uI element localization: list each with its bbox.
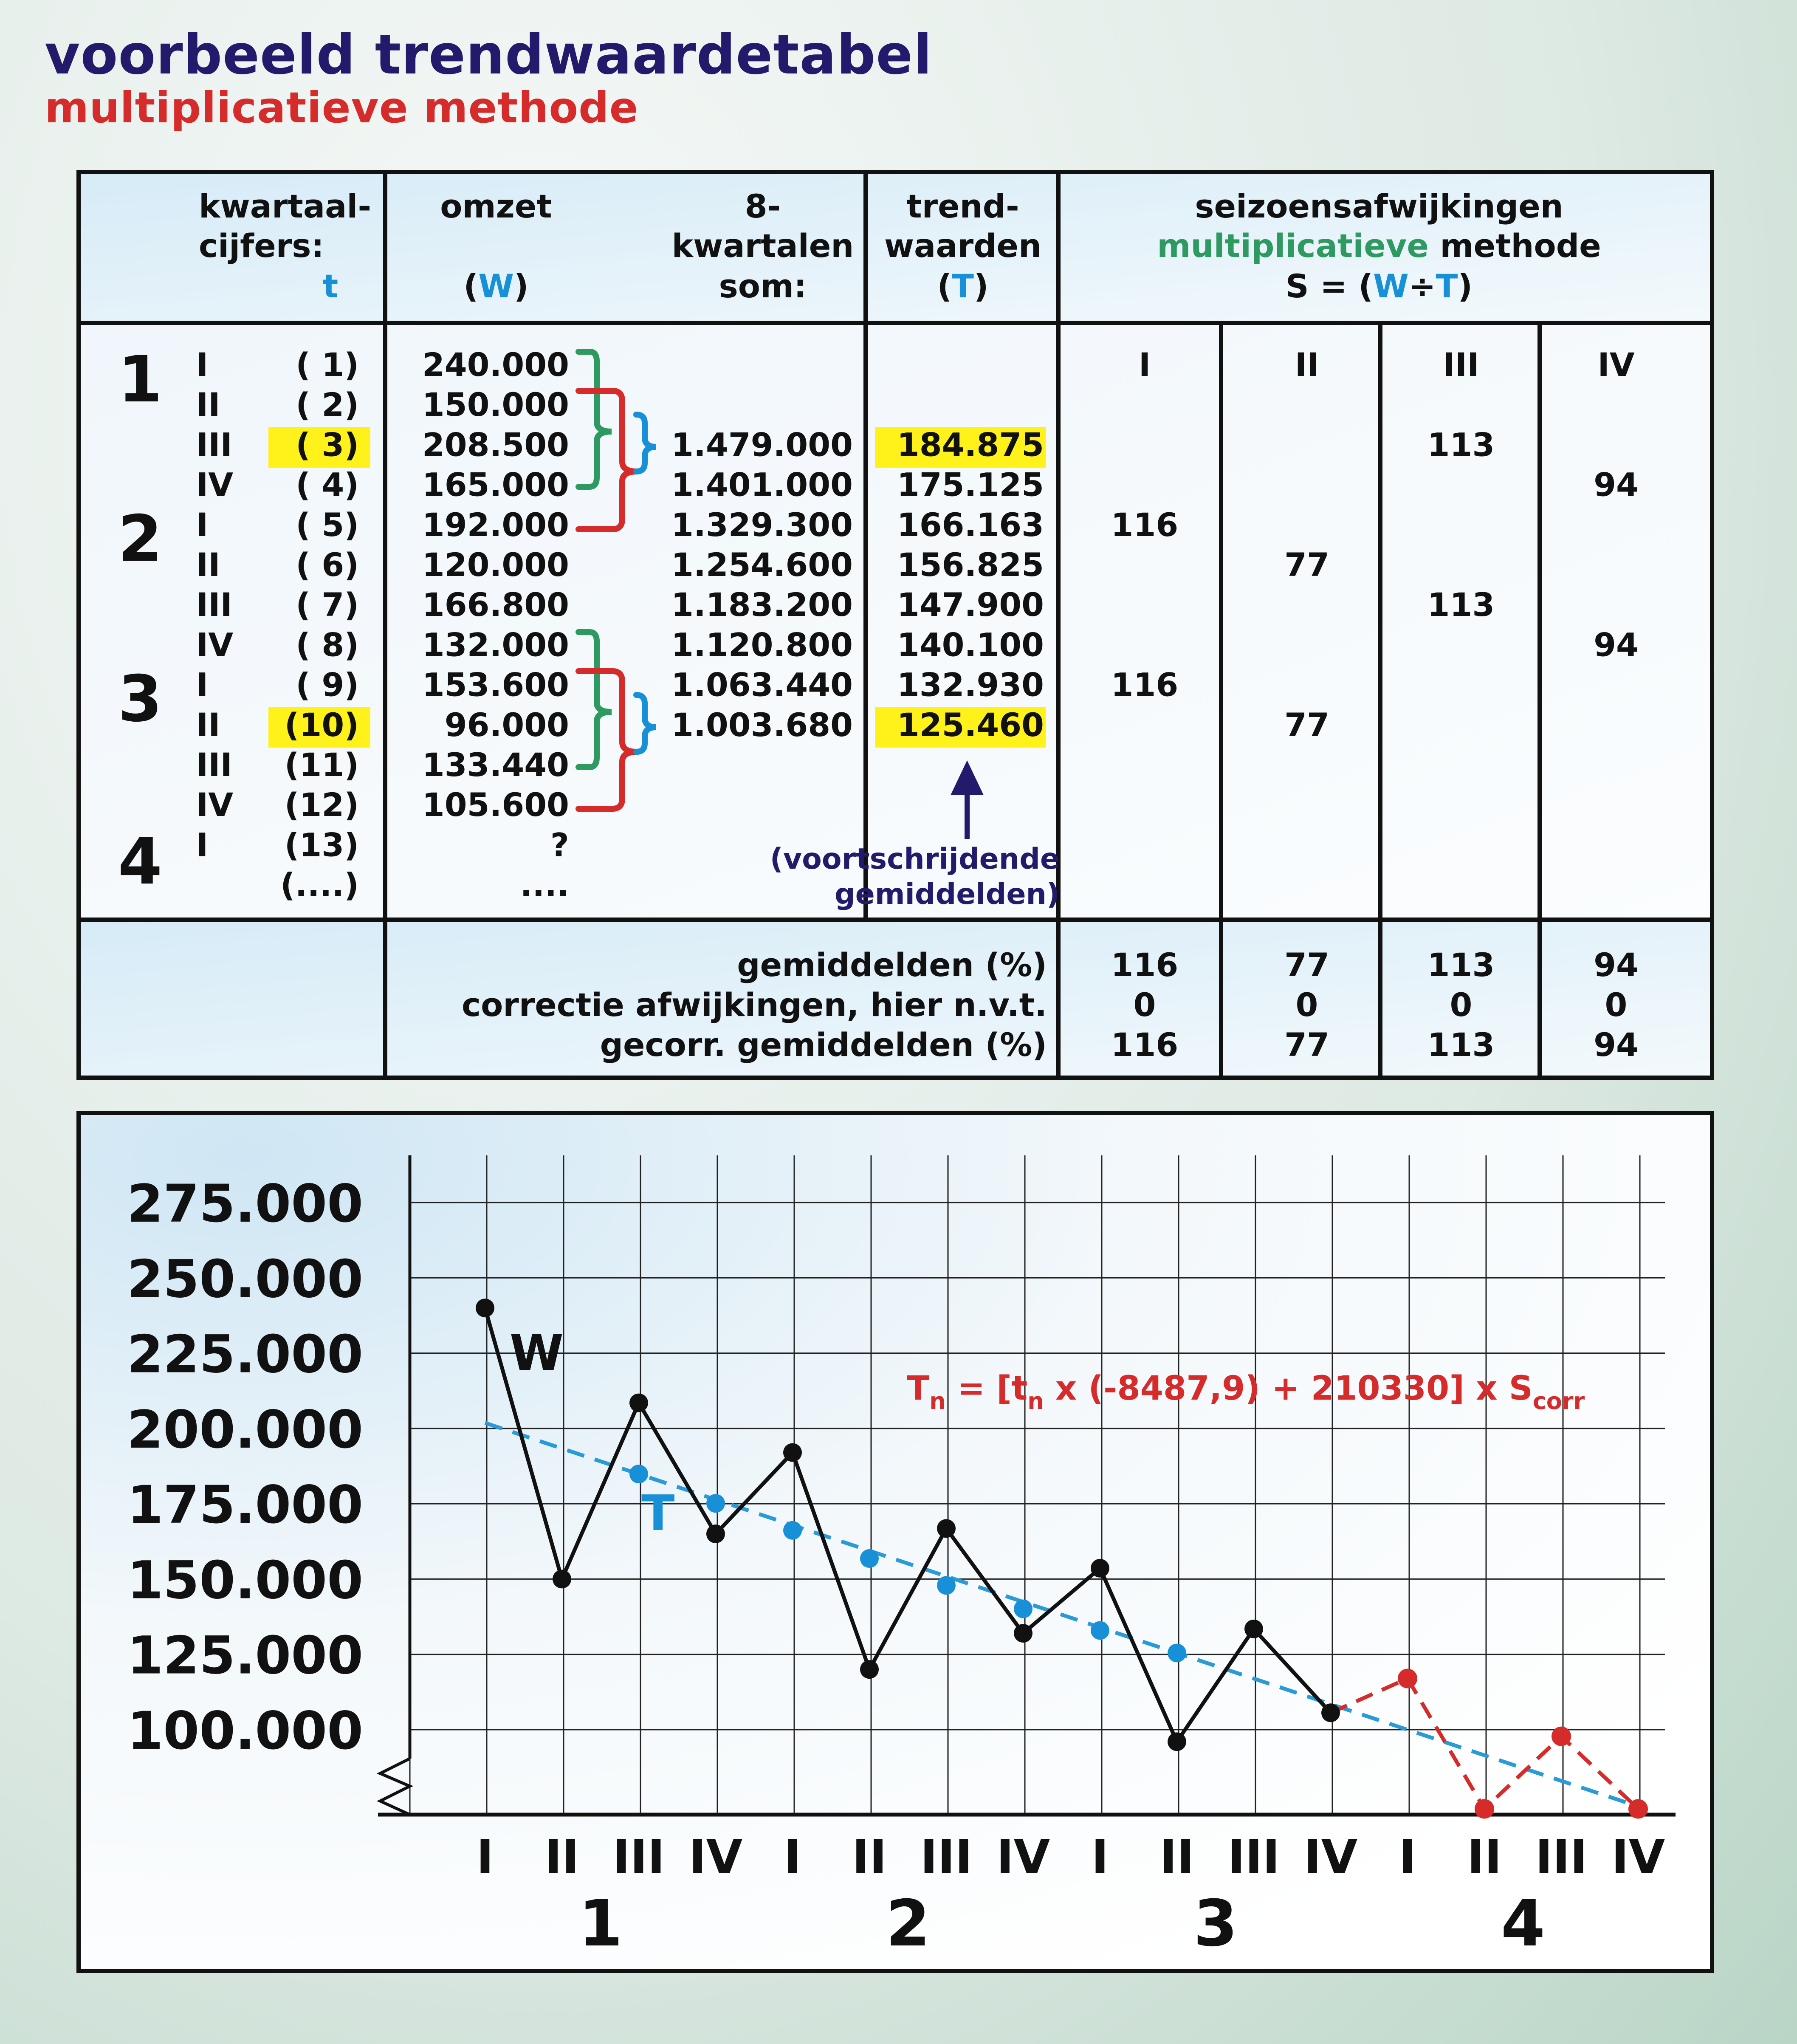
trend-table xyxy=(79,172,1712,1078)
series-w-point xyxy=(1168,1732,1186,1751)
summary-label: gecorr. gemiddelden (%) xyxy=(600,1026,1047,1064)
row-quarter: II xyxy=(196,546,220,584)
row-seizoen-value: 77 xyxy=(1284,546,1329,584)
year-label-2: 2 xyxy=(118,502,163,576)
note-line1: (voortschrijdende xyxy=(770,842,1060,876)
series-t-point xyxy=(937,1576,956,1595)
hdr-som-line2: kwartalen xyxy=(671,227,854,265)
row-omzet: 133.440 xyxy=(422,746,569,784)
x-quarter-label: III xyxy=(612,1830,665,1884)
series-w-point xyxy=(1321,1703,1340,1722)
x-year-label: 3 xyxy=(1193,1887,1238,1961)
year-label-1: 1 xyxy=(118,343,163,417)
row-t: ( 2) xyxy=(296,386,359,424)
forecast-point xyxy=(1398,1669,1417,1688)
series-w-point xyxy=(860,1660,879,1679)
series-w-point xyxy=(629,1394,648,1412)
y-tick-label: 175.000 xyxy=(127,1475,363,1536)
row-t: ( 7) xyxy=(296,586,359,624)
row-seizoen-value: 77 xyxy=(1284,706,1329,744)
series-w-point xyxy=(1091,1559,1109,1578)
series-w-point xyxy=(783,1443,802,1462)
summary-value: 0 xyxy=(1133,986,1156,1024)
hdr-t-line2: cijfers: xyxy=(199,227,324,265)
y-tick-label: 225.000 xyxy=(127,1324,363,1385)
x-quarter-label: II xyxy=(852,1830,887,1884)
row-som: 1.063.440 xyxy=(671,666,853,704)
row-trend: 156.825 xyxy=(897,546,1044,584)
row-omzet: 96.000 xyxy=(444,706,569,744)
row-quarter: I xyxy=(196,666,209,704)
forecast-point xyxy=(1628,1799,1648,1819)
x-quarter-label: I xyxy=(1091,1830,1109,1884)
row-som: 1.329.300 xyxy=(671,505,853,544)
row-omzet: 166.800 xyxy=(422,586,569,624)
series-t-point xyxy=(629,1465,648,1483)
row-omzet: ? xyxy=(550,826,569,864)
x-year-label: 2 xyxy=(886,1887,931,1961)
series-t-point xyxy=(706,1494,725,1513)
row-t: (12) xyxy=(284,786,359,824)
x-quarter-label: I xyxy=(784,1830,801,1884)
series-w-point xyxy=(1244,1620,1263,1638)
year-label-3: 3 xyxy=(118,662,163,736)
x-quarter-label: I xyxy=(476,1830,494,1884)
series-w-point xyxy=(476,1299,494,1317)
series-w-point xyxy=(1014,1624,1032,1643)
row-quarter: II xyxy=(196,706,220,744)
summary-label: correctie afwijkingen, hier n.v.t. xyxy=(462,986,1047,1024)
row-t: ( 9) xyxy=(296,666,359,704)
row-trend: 140.100 xyxy=(897,626,1044,664)
series-t-point xyxy=(783,1521,802,1540)
row-seizoen-value: 116 xyxy=(1111,505,1179,544)
summary-label: gemiddelden (%) xyxy=(737,946,1047,984)
summary-value: 94 xyxy=(1594,946,1639,984)
row-quarter: IV xyxy=(196,626,234,664)
x-quarter-label: III xyxy=(1535,1830,1588,1884)
x-quarter-label: IV xyxy=(688,1830,743,1884)
row-quarter: I xyxy=(196,826,209,864)
hdr-som-line3: som: xyxy=(719,267,807,305)
qhdr-I: I xyxy=(1138,346,1151,384)
x-quarter-label: II xyxy=(1467,1830,1502,1884)
row-seizoen-value: 116 xyxy=(1111,666,1179,704)
series-w-point xyxy=(706,1525,725,1543)
hdr-t-line1: kwartaal- xyxy=(199,187,372,225)
row-som: 1.401.000 xyxy=(671,466,853,504)
row-som: 1.254.600 xyxy=(671,546,853,584)
formula: $T_n = [t_n$ x (-8487,9) + 210330] x $S_{corr}$ xyxy=(907,1369,1585,1414)
y-tick-label: 275.000 xyxy=(127,1174,363,1234)
row-t: ( 6) xyxy=(296,546,359,584)
row-omzet: 165.000 xyxy=(422,466,569,504)
row-omzet: 240.000 xyxy=(422,346,569,384)
summary-value: 113 xyxy=(1427,946,1495,984)
row-t: (....) xyxy=(280,866,359,904)
page-title: voorbeeld trendwaardetabel xyxy=(45,23,933,87)
row-t: (10) xyxy=(284,706,359,744)
row-t: (13) xyxy=(284,826,359,864)
hdr-trend-line1: trend- xyxy=(906,187,1019,225)
hdr-seizoen-line3: S = (W÷T) xyxy=(1285,267,1473,305)
row-t: ( 8) xyxy=(296,626,359,664)
row-trend: 175.125 xyxy=(897,466,1044,504)
row-seizoen-value: 94 xyxy=(1594,466,1639,504)
summary-value: 0 xyxy=(1605,986,1628,1024)
row-t: ( 4) xyxy=(296,466,359,504)
y-tick-label: 100.000 xyxy=(127,1701,363,1761)
y-tick-label: 150.000 xyxy=(127,1550,363,1611)
y-tick-label: 200.000 xyxy=(127,1399,363,1460)
y-tick-label: 250.000 xyxy=(127,1249,363,1310)
hdr-som-line1: 8- xyxy=(745,187,781,225)
summary-value: 94 xyxy=(1594,1026,1639,1064)
hdr-w-line1: omzet xyxy=(440,187,552,225)
row-trend: 132.930 xyxy=(897,666,1044,704)
x-quarter-label: II xyxy=(1159,1830,1194,1884)
series-w-point xyxy=(937,1519,956,1538)
row-som: 1.479.000 xyxy=(671,426,853,464)
row-omzet: 153.600 xyxy=(422,666,569,704)
series-label-t: T xyxy=(641,1485,675,1542)
qhdr-III: III xyxy=(1443,346,1479,384)
x-quarter-label: IV xyxy=(1303,1830,1358,1884)
row-quarter: IV xyxy=(196,786,234,824)
x-quarter-label: III xyxy=(1227,1830,1280,1884)
x-year-label: 4 xyxy=(1501,1887,1546,1961)
summary-value: 113 xyxy=(1427,1026,1495,1064)
qhdr-II: II xyxy=(1295,346,1319,384)
row-quarter: I xyxy=(196,346,209,384)
summary-value: 0 xyxy=(1295,986,1318,1024)
x-quarter-label: I xyxy=(1399,1830,1416,1884)
row-t: ( 3) xyxy=(296,426,359,464)
row-omzet: 120.000 xyxy=(422,546,569,584)
summary-value: 77 xyxy=(1284,1026,1329,1064)
row-omzet: 208.500 xyxy=(422,426,569,464)
row-omzet: 105.600 xyxy=(422,786,569,824)
summary-value: 0 xyxy=(1450,986,1473,1024)
qhdr-IV: IV xyxy=(1597,346,1635,384)
row-omzet: 150.000 xyxy=(422,386,569,424)
series-label-w: W xyxy=(510,1325,564,1382)
row-quarter: II xyxy=(196,386,220,424)
year-label-4: 4 xyxy=(118,825,163,899)
row-trend: 184.875 xyxy=(897,426,1044,464)
x-quarter-label: IV xyxy=(996,1830,1050,1884)
row-quarter: I xyxy=(196,505,209,544)
hdr-trend-symbol-line: (T) xyxy=(937,267,989,305)
row-omzet: 132.000 xyxy=(422,626,569,664)
forecast-point xyxy=(1475,1799,1494,1819)
row-trend: 147.900 xyxy=(897,586,1044,624)
series-t-point xyxy=(1014,1600,1032,1618)
row-omzet: 192.000 xyxy=(422,505,569,544)
trend-chart xyxy=(79,1113,1712,1971)
series-w-point xyxy=(553,1570,571,1588)
y-tick-label: 125.000 xyxy=(127,1625,363,1686)
summary-value: 116 xyxy=(1111,1026,1179,1064)
series-t-point xyxy=(1168,1643,1186,1662)
row-quarter: III xyxy=(196,426,232,464)
row-t: (11) xyxy=(284,746,359,784)
x-quarter-label: II xyxy=(544,1830,579,1884)
row-seizoen-value: 94 xyxy=(1594,626,1639,664)
row-som: 1.183.200 xyxy=(671,586,853,624)
x-quarter-label: IV xyxy=(1611,1830,1665,1884)
row-trend: 125.460 xyxy=(897,706,1044,744)
hdr-t-symbol: t xyxy=(322,267,339,305)
row-som: 1.120.800 xyxy=(671,626,853,664)
x-year-label: 1 xyxy=(578,1887,623,1961)
row-t: ( 1) xyxy=(296,346,359,384)
row-quarter: III xyxy=(196,586,232,624)
summary-value: 116 xyxy=(1111,946,1179,984)
hdr-seizoen-line1: seizoensafwijkingen xyxy=(1195,187,1563,225)
row-t: ( 5) xyxy=(296,505,359,544)
row-quarter: III xyxy=(196,746,232,784)
row-omzet: .... xyxy=(520,866,569,904)
row-som: 1.003.680 xyxy=(671,706,853,744)
row-seizoen-value: 113 xyxy=(1427,426,1495,464)
row-seizoen-value: 113 xyxy=(1427,586,1495,624)
hdr-trend-line2: waarden xyxy=(884,227,1042,265)
row-quarter: IV xyxy=(196,466,234,504)
series-t-point xyxy=(1091,1621,1109,1640)
hdr-w-symbol-line: (W) xyxy=(463,267,529,305)
hdr-seizoen-line2: multiplicatieve methode xyxy=(1157,227,1601,265)
note-line2: gemiddelden) xyxy=(834,878,1060,911)
x-quarter-label: III xyxy=(920,1830,973,1884)
page-subtitle: multiplicatieve methode xyxy=(45,83,639,133)
summary-value: 77 xyxy=(1284,946,1329,984)
series-t-point xyxy=(860,1549,879,1568)
forecast-point xyxy=(1552,1727,1571,1746)
row-trend: 166.163 xyxy=(897,505,1044,544)
